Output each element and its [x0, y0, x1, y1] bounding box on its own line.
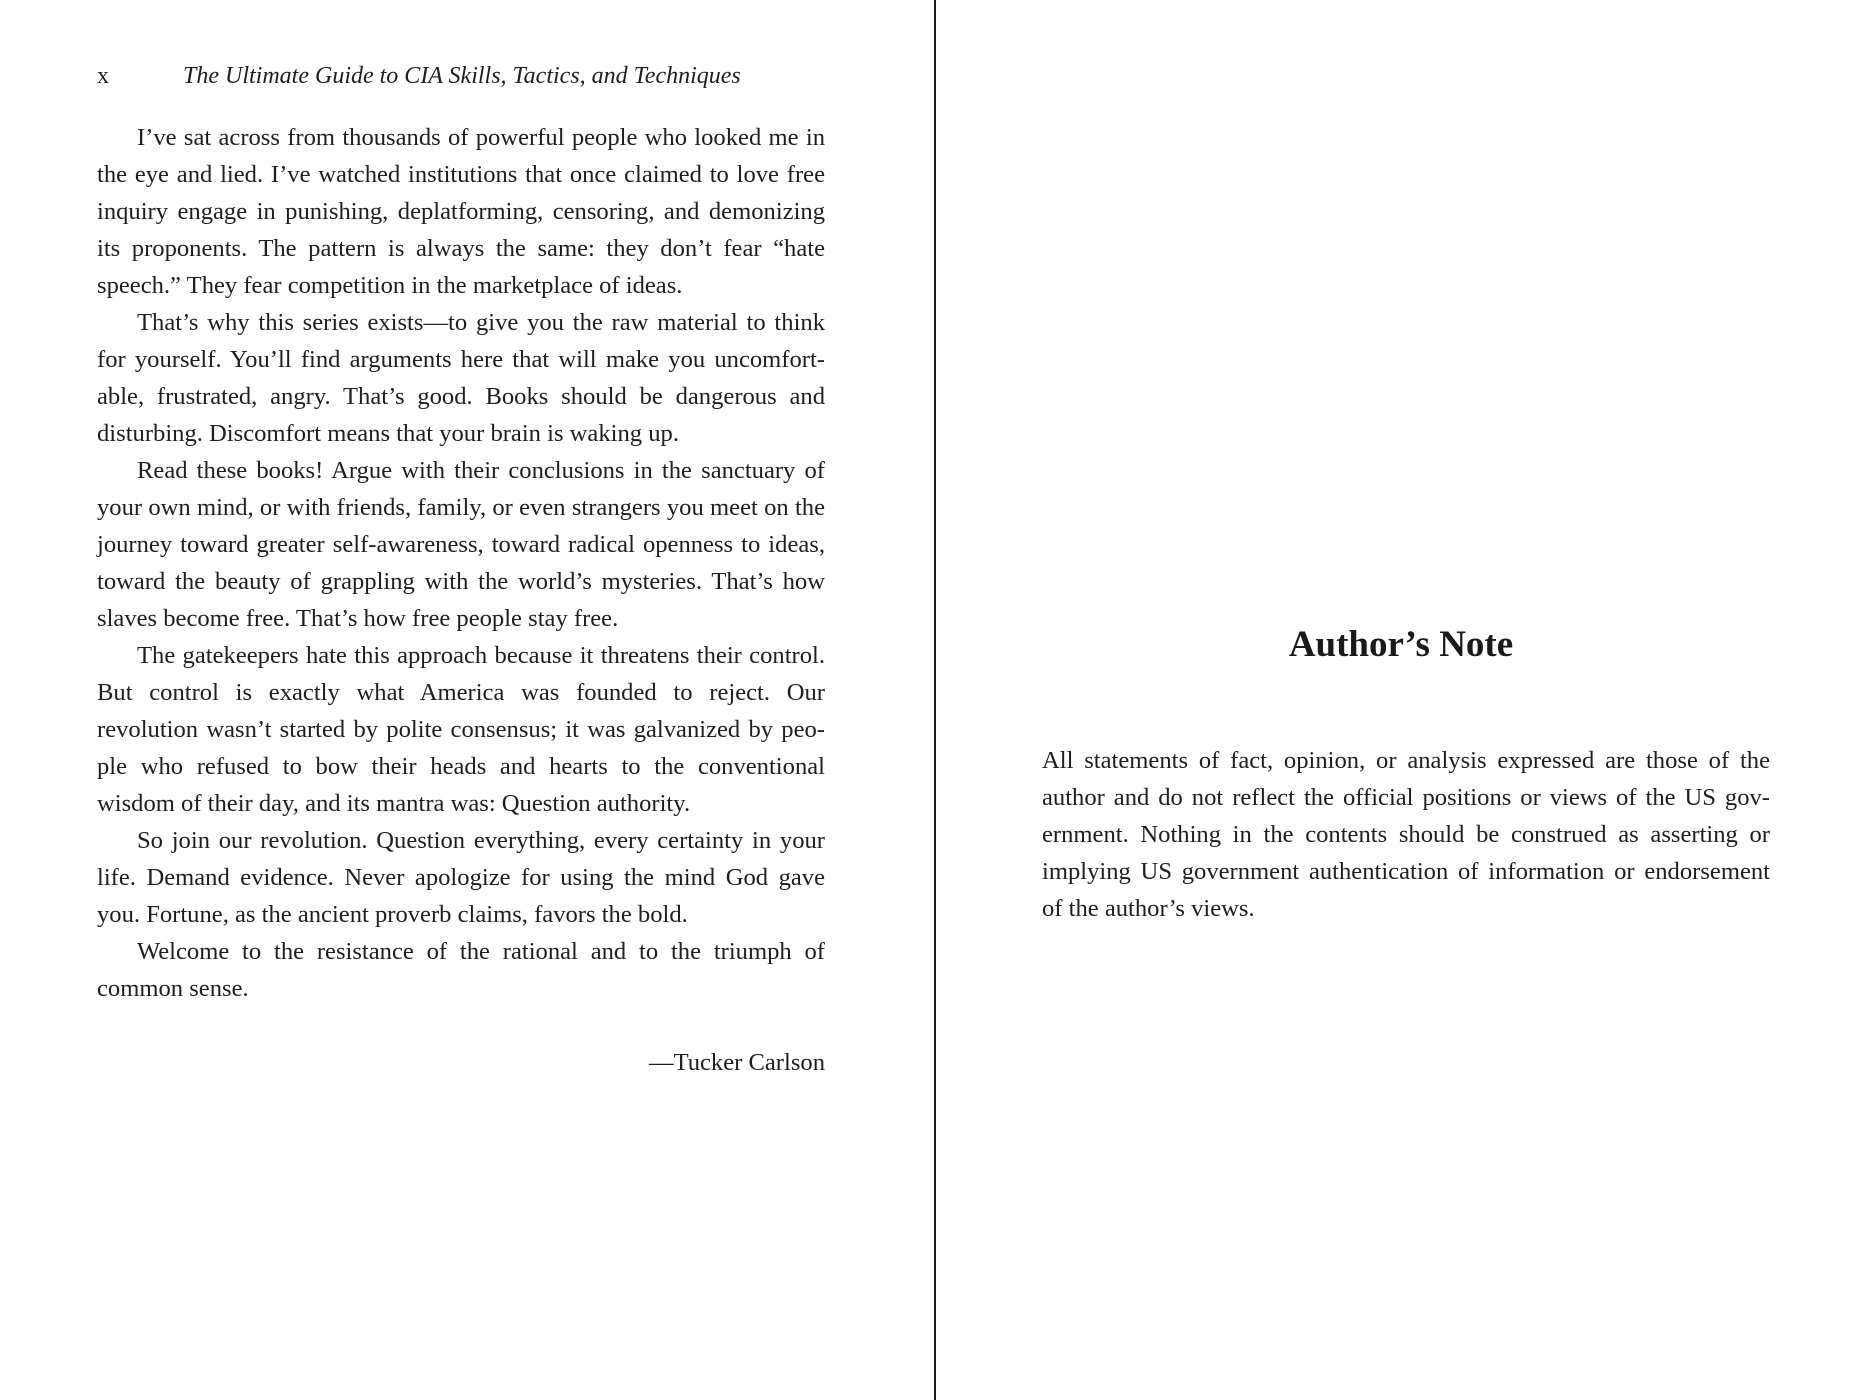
running-title: The Ultimate Guide to CIA Skills, Tactics, and Techniques	[183, 63, 741, 89]
section-title: Author’s Note	[1288, 624, 1514, 665]
body-paragraph: Read these books! Argue with their conclusions in the sanctuary of your own mind, or with friends, family, or even strangers you meet on the journey toward greater self-awareness, toward radical openness to ideas, toward the beauty of grappling with the world’s mysteries. That’s how slaves become free. That’s how free people stay free.	[97, 457, 825, 632]
body-paragraph: I’ve sat across from thousands of powerful people who looked me in the eye and lied. I’ve watched institutions that once claimed to love free inquiry engage in punishing, deplatforming, censoring, and demonizing its proponents. The pattern is always the same: they don’t fear “hate speech.” They fear competition in the marketplace of ideas.	[97, 124, 825, 299]
body-paragraph: So join our revolution. Question everything, every certainty in your life. Demand evidence. Never apologize for using the mind God gave you. Fortune, as the ancient proverb claims, favors the bold.	[97, 827, 825, 928]
body-paragraph: That’s why this series exists—to give you the raw material to think for yourself. You’ll find arguments here that will make you uncomfortable, frustrated, angry. That’s good. Books should be dangerous and disturbing. Discomfort means that your brain is waking up.	[97, 309, 825, 447]
body-paragraph: All statements of fact, opinion, or analysis expressed are those of the author and do not reflect the official positions or views of the US government. Nothing in the contents should be construed as asserting or implying US government authentication of information or endorsement of the author’s views.	[1042, 747, 1770, 922]
author-note-body	[1042, 742, 1770, 927]
body-paragraph: Welcome to the resistance of the rational and to the triumph of common sense.	[97, 938, 825, 1002]
signature: —Tucker Carlson	[648, 1049, 825, 1076]
body-paragraph: The gatekeepers hate this approach because it threatens their control. But control is exactly what America was founded to reject. Our revolution wasn’t started by polite consensus; it was galvanized by people who refused to bow their heads and hearts to the conventional wisdom of their day, and its mantra was: Question authority.	[97, 642, 825, 817]
foreword-body	[97, 119, 825, 1081]
page-number: x	[97, 63, 109, 89]
right-page	[936, 0, 1866, 1400]
